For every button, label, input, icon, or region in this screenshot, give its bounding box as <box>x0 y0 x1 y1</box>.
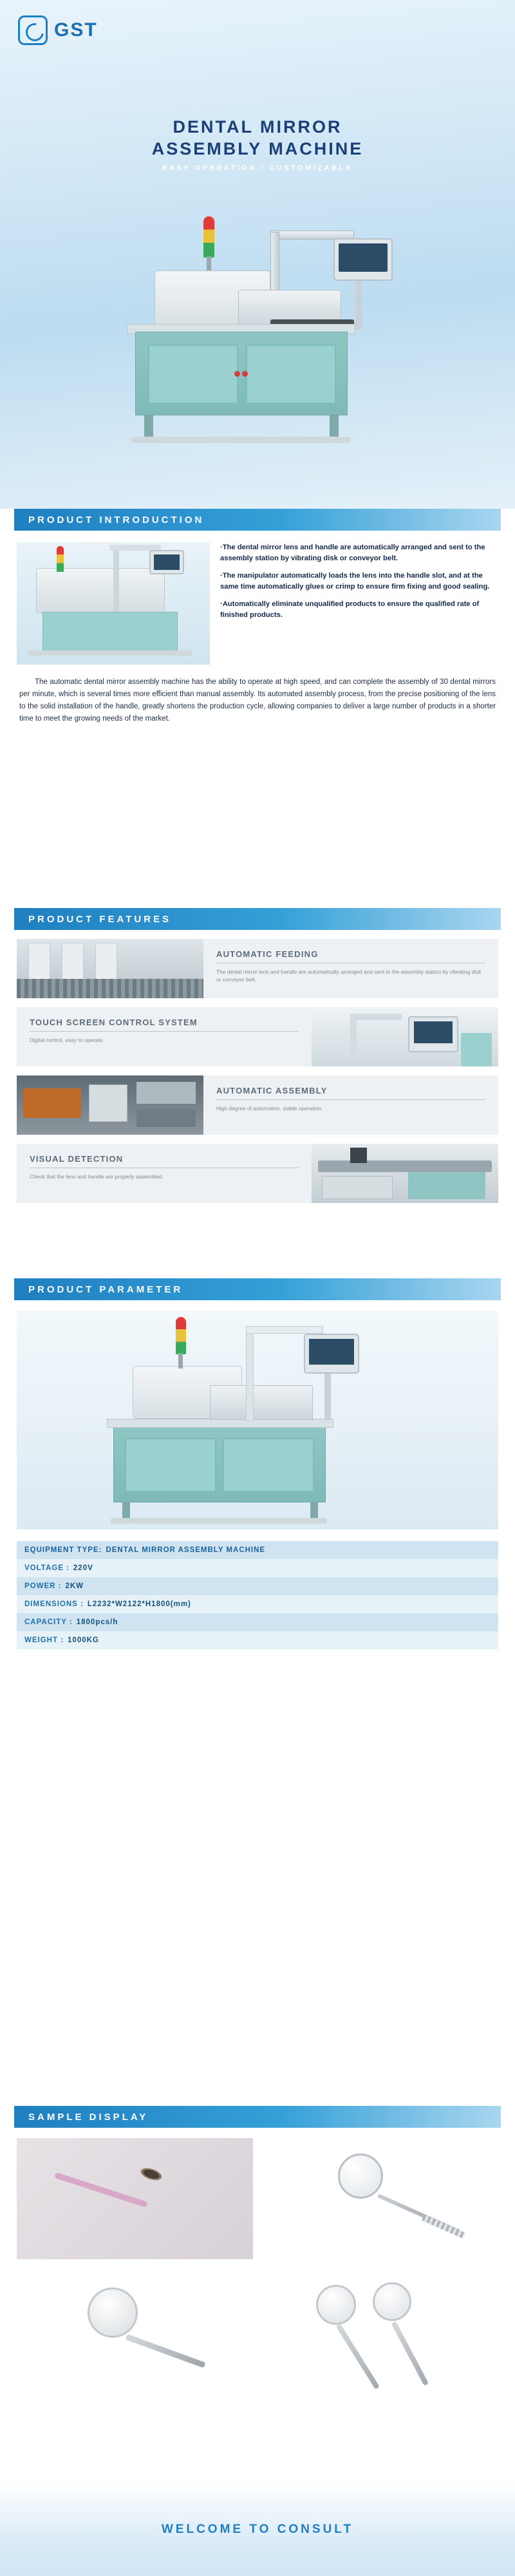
parameter-key: DIMENSIONS : <box>24 1600 84 1608</box>
footer-banner <box>0 2483 515 2576</box>
parameter-value: 2KW <box>65 1582 84 1590</box>
sample-image-2 <box>262 2138 498 2259</box>
parameter-heading-text: PRODUCT PARAMETER <box>28 1283 183 1295</box>
feature-title: AUTOMATIC ASSEMBLY <box>216 1086 485 1100</box>
hero-title-line2: ASSEMBLY MACHINE <box>151 139 364 158</box>
parameter-row <box>17 1541 498 1559</box>
parameter-value: 220V <box>73 1564 93 1572</box>
introduction-paragraph: The automatic dental mirror assembly machine has the ability to operate at high speed, and can complete the assembly of 30 dental mirrors per minute, which is several times more efficient than manual assembly. Its automated assembly process, from the precise positioning of the lens to the solid installation of the handle, greatly shortens the production cycle, allowing companies to deliver a large number of products in a shorter time to meet the growing needs of the market. <box>19 678 496 723</box>
sample-heading <box>14 2106 501 2128</box>
introduction-bullet-3: ·Automatically eliminate unqualified products to ensure the qualified rate of finished products. <box>220 600 480 619</box>
product-features-section <box>0 908 515 1212</box>
hero-section <box>0 0 515 509</box>
features-heading-text: PRODUCT FEATURES <box>28 913 172 925</box>
sample-image-4 <box>262 2268 498 2389</box>
feature-desc: Check that the lens and handle are properly assembled. <box>30 1173 164 1180</box>
feature-item <box>17 1144 498 1203</box>
parameter-value: DENTAL MIRROR ASSEMBLY MACHINE <box>106 1546 266 1554</box>
feature-image-automatic-assembly <box>17 1075 203 1135</box>
product-parameter-section <box>0 1278 515 1649</box>
feature-item <box>17 1075 498 1135</box>
feature-image-visual-detection <box>312 1144 498 1203</box>
parameter-value: L2232*W2122*H1800(mm) <box>87 1600 191 1608</box>
parameter-table <box>17 1541 498 1649</box>
feature-title: AUTOMATIC FEEDING <box>216 949 485 963</box>
feature-item <box>17 939 498 998</box>
hero-machine-image <box>77 193 438 451</box>
gst-logo-icon <box>18 15 48 45</box>
introduction-heading-text: PRODUCT INTRODUCTION <box>28 514 205 526</box>
parameter-row <box>17 1613 498 1631</box>
parameter-value: 1800pcs/h <box>76 1618 118 1626</box>
parameter-heading <box>14 1278 501 1300</box>
introduction-bullet-1: ·The dental mirror lens and handle are automatically arranged and sent to the assembly station by vibrating disk or conveyor belt. <box>220 544 485 562</box>
sample-display-section <box>0 2106 515 2389</box>
hero-title-line1: DENTAL MIRROR <box>173 117 342 137</box>
parameter-row <box>17 1577 498 1595</box>
parameter-key: VOLTAGE : <box>24 1564 70 1572</box>
parameter-key: EQUIPMENT TYPE: <box>24 1546 102 1554</box>
feature-desc: Digital control, easy to operate. <box>30 1037 104 1043</box>
parameter-row <box>17 1559 498 1577</box>
brand-logo <box>18 15 98 45</box>
parameter-key: POWER : <box>24 1582 62 1590</box>
introduction-bullet-2: ·The manipulator automatically loads the lens into the handle slot, and at the same time automatically glues or crimp to ensure firm fixing and good sealing. <box>220 572 490 591</box>
features-heading <box>14 908 501 930</box>
feature-image-touch-screen-control <box>312 1007 498 1066</box>
parameter-key: CAPACITY : <box>24 1618 73 1626</box>
feature-desc: High degree of automation, stable operation. <box>216 1105 323 1112</box>
hero-title <box>0 116 515 160</box>
parameter-value: 1000KG <box>68 1636 99 1644</box>
feature-desc: The dental mirror lens and handle are automatically arranged and sent to the assembly station by vibrating disk or conveyor belt. <box>216 969 482 983</box>
introduction-heading <box>14 509 501 531</box>
brand-name: GST <box>54 19 98 41</box>
sample-image-1 <box>17 2138 253 2259</box>
parameter-photo <box>17 1311 498 1530</box>
introduction-photo <box>17 542 210 665</box>
parameter-row <box>17 1595 498 1613</box>
sample-image-3 <box>17 2268 253 2389</box>
hero-subtitle: EASY OPERATION / CUSTOMIZABLE <box>162 164 353 172</box>
product-introduction-section <box>0 509 515 725</box>
feature-image-automatic-feeding <box>17 939 203 998</box>
parameter-key: WEIGHT : <box>24 1636 64 1644</box>
introduction-bullets <box>220 542 498 665</box>
sample-heading-text: SAMPLE DISPLAY <box>28 2111 149 2123</box>
feature-item <box>17 1007 498 1066</box>
feature-title: TOUCH SCREEN CONTROL SYSTEM <box>30 1018 299 1032</box>
footer-text: WELCOME TO CONSULT <box>161 2522 354 2536</box>
feature-title: VISUAL DETECTION <box>30 1154 299 1168</box>
parameter-row <box>17 1631 498 1649</box>
